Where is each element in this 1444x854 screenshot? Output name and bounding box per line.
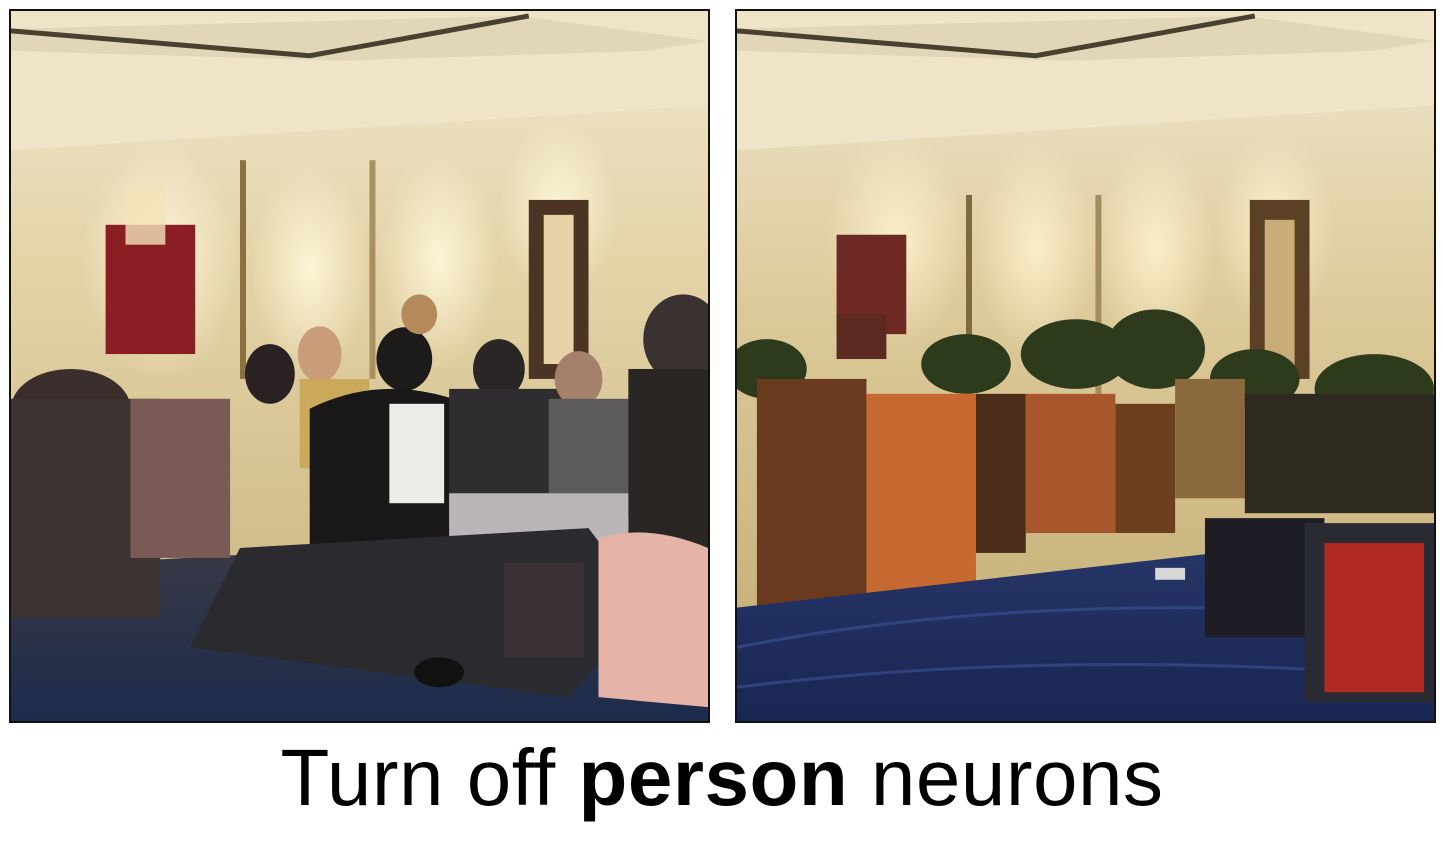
- caption-emphasis: person: [578, 733, 849, 822]
- edited-image-panel: [735, 9, 1436, 723]
- figure-caption: [0, 728, 1444, 828]
- room-without-people-image: [737, 11, 1434, 721]
- caption-prefix: Turn off: [280, 733, 579, 822]
- original-image-panel: [9, 9, 710, 723]
- caption-suffix: neurons: [848, 733, 1164, 822]
- room-with-people-image: [11, 11, 708, 721]
